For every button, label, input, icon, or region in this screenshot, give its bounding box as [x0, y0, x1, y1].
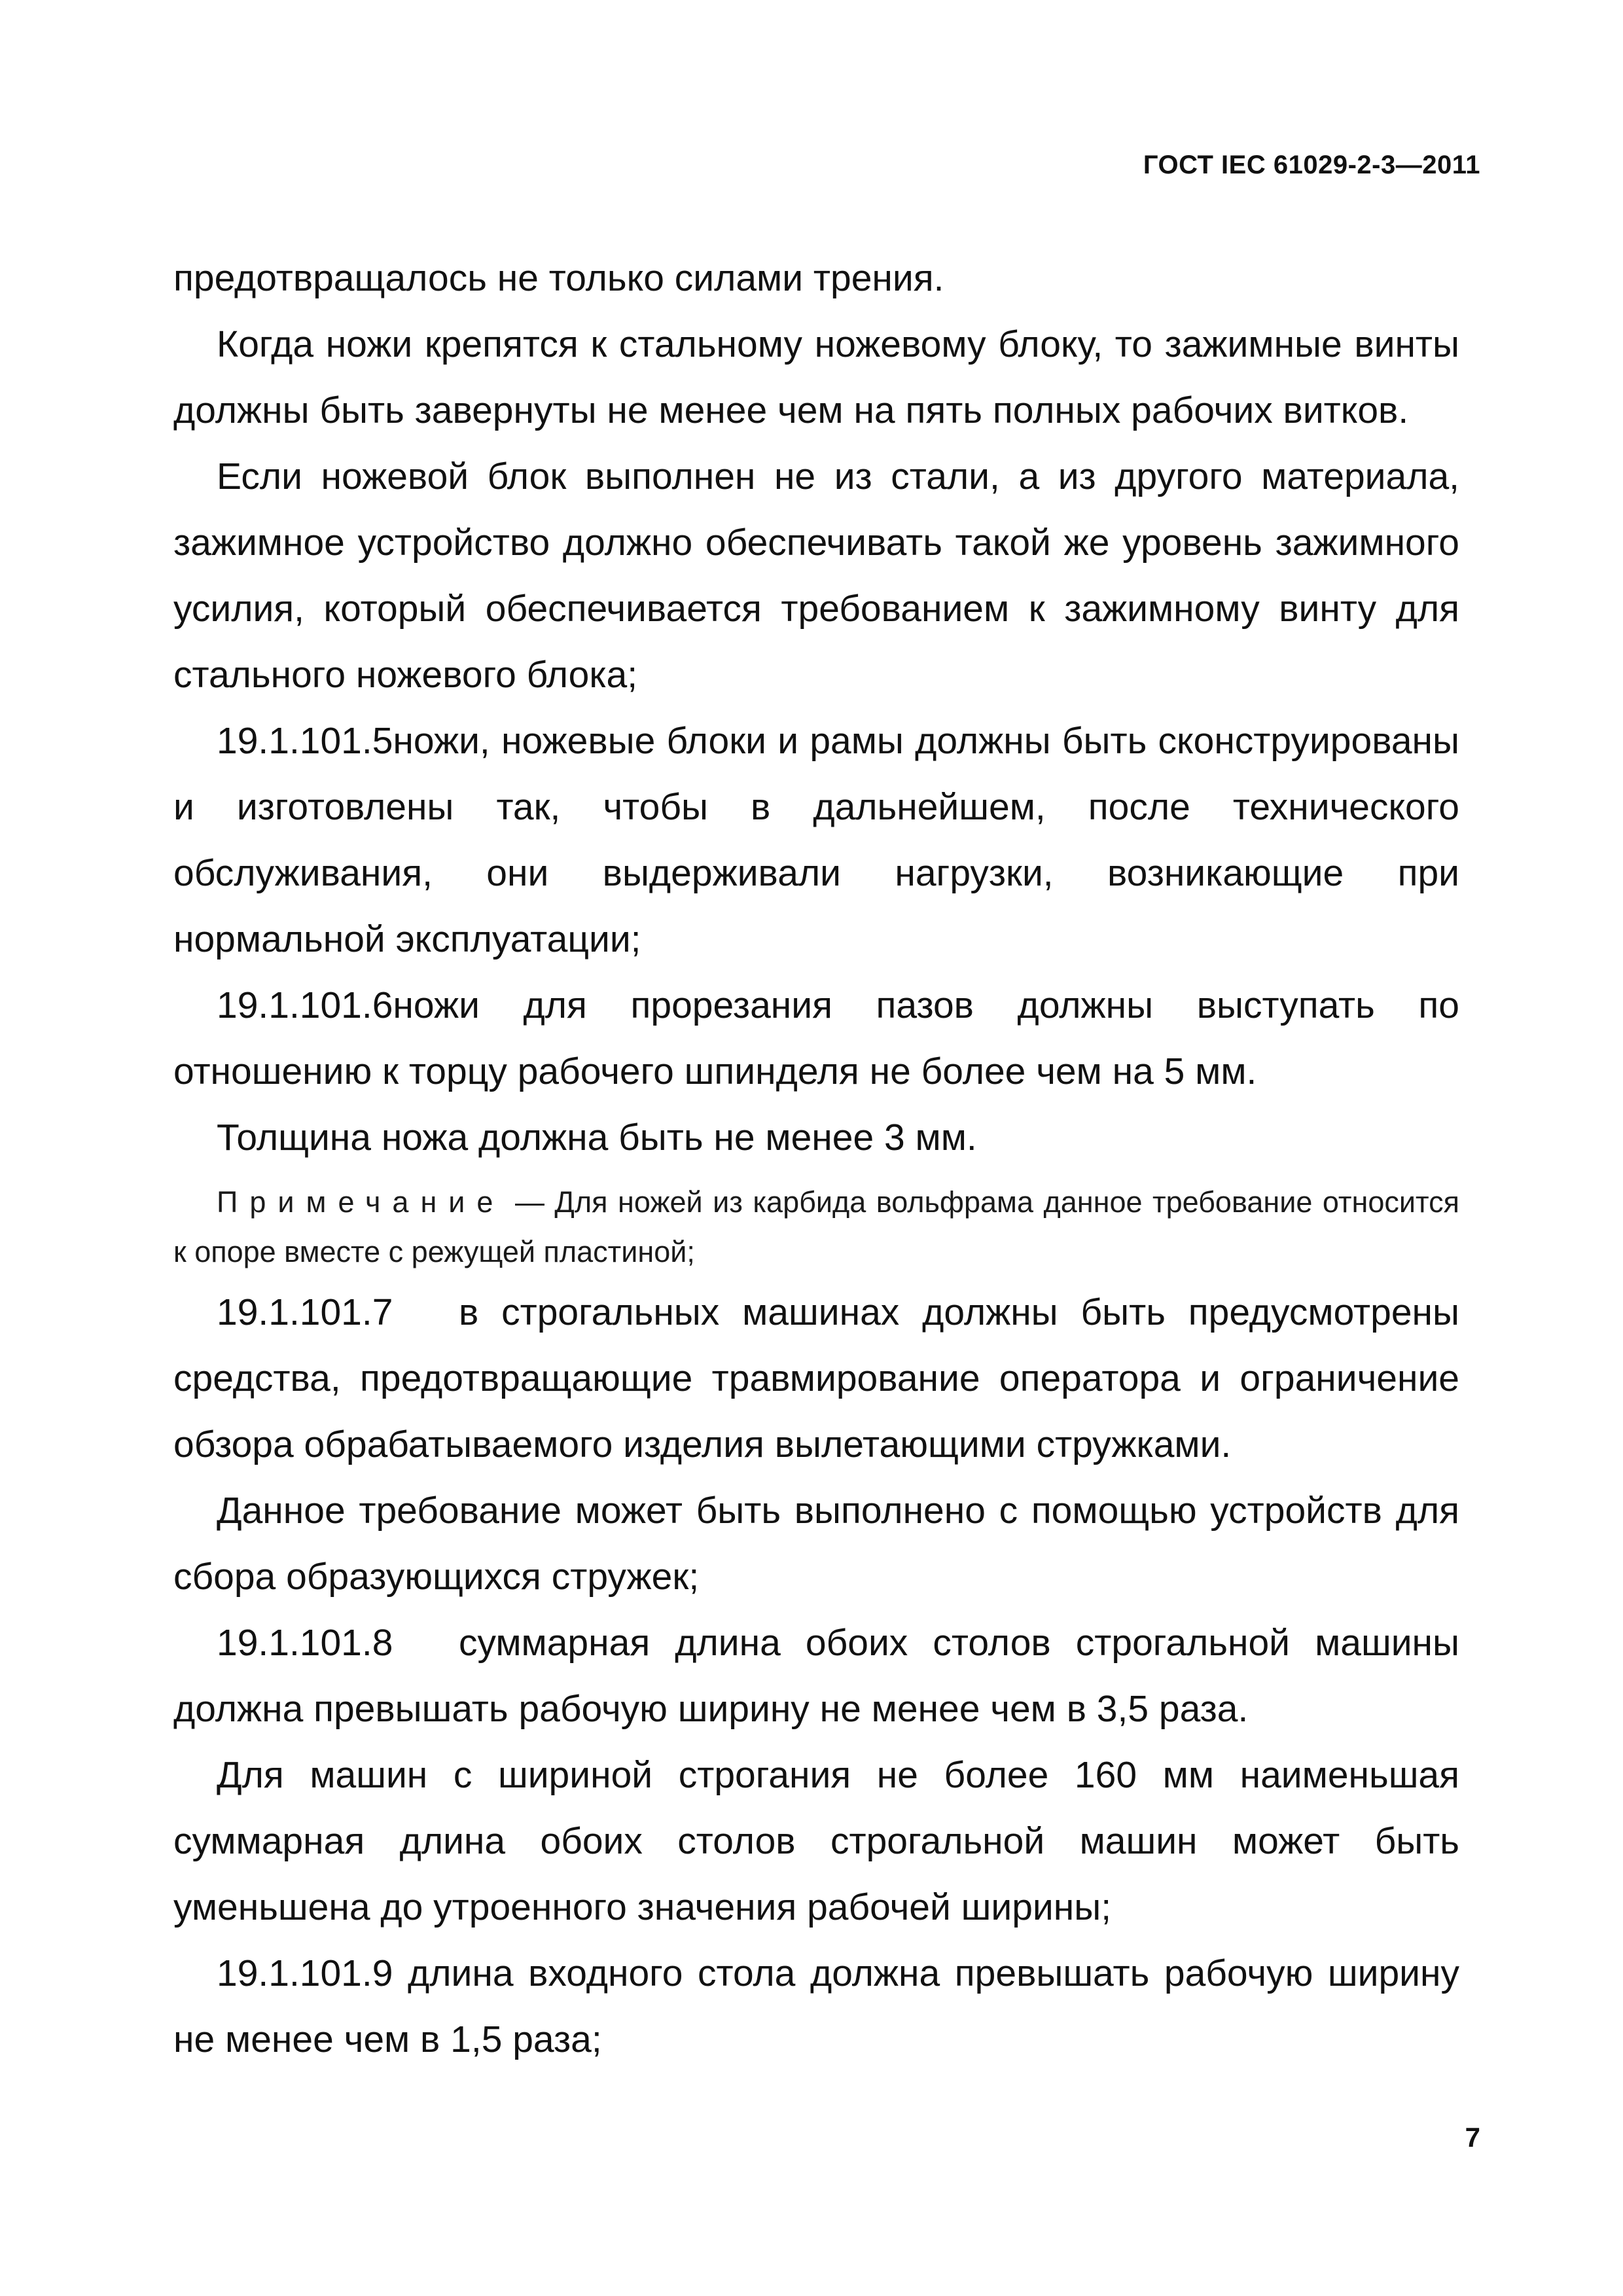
paragraph-narrow-machines: Для машин с шириной строгания не более 160 мм наименьшая суммарная длина обоих столов строгальной машин может быть уменьшена до утроенного значения рабочей ширины; — [173, 1754, 1459, 1928]
document-body — [173, 245, 1459, 2073]
clause-19-1-101-7 — [173, 1280, 1459, 1478]
clause-19-1-101-9: 19.1.101.9 длина входного стола должна превышать рабочую ширину не менее чем в 1,5 раза; — [173, 1952, 1459, 2060]
clause-19-1-101-5: 19.1.101.5ножи, ножевые блоки и рамы должны быть сконструированы и изготовлены так, чтобы в дальнейшем, после технического обслуживания, они выдерживали нагрузки, возникающие при нормальной эксплуатации; — [173, 720, 1459, 960]
clause-number: 19.1.101.7 — [217, 1291, 393, 1333]
note-text: — Для ножей из карбида вольфрама данное требование относится к опоре вместе с режущей пластиной; — [173, 1185, 1459, 1268]
document-header: ГОСТ IEC 61029-2-3—2011 — [1143, 151, 1480, 179]
clause-text: суммарная длина обоих столов строгальной машины должна превышать рабочую ширину не менее чем в 3,5 раза. — [173, 1622, 1459, 1730]
note — [173, 1177, 1459, 1277]
paragraph-chip-collection: Данное требование может быть выполнено с помощью устройств для сбора образующихся стружек; — [173, 1490, 1459, 1598]
clause-19-1-101-6: 19.1.101.6ножи для прорезания пазов должны выступать по отношению к торцу рабочего шпинделя не более чем на 5 мм. — [173, 984, 1459, 1092]
paragraph-knife-thickness: Толщина ножа должна быть не менее 3 мм. — [217, 1117, 977, 1158]
page-number: 7 — [1465, 2122, 1480, 2153]
note-label: Примечание — [217, 1185, 505, 1219]
clause-number: 19.1.101.8 — [217, 1622, 393, 1664]
paragraph-continuation: предотвращалось не только силами трения. — [173, 257, 944, 299]
paragraph-clamping-screws: Когда ножи крепятся к стальному ножевому блоку, то зажимные винты должны быть завернуты не менее чем на пять полных рабочих витков. — [173, 323, 1459, 431]
paragraph-non-steel-block: Если ножевой блок выполнен не из стали, а из другого материала, зажимное устройство должно обеспечивать такой же уровень зажимного усилия, который обеспечивается требованием к зажимному винту для стального ножевого блока; — [173, 456, 1459, 696]
clause-text: в строгальных машинах должны быть предусмотрены средства, предотвращающие травмирование оператора и ограничение обзора обрабатываемого изделия вылетающими стружками. — [173, 1291, 1459, 1465]
clause-19-1-101-8 — [173, 1610, 1459, 1742]
